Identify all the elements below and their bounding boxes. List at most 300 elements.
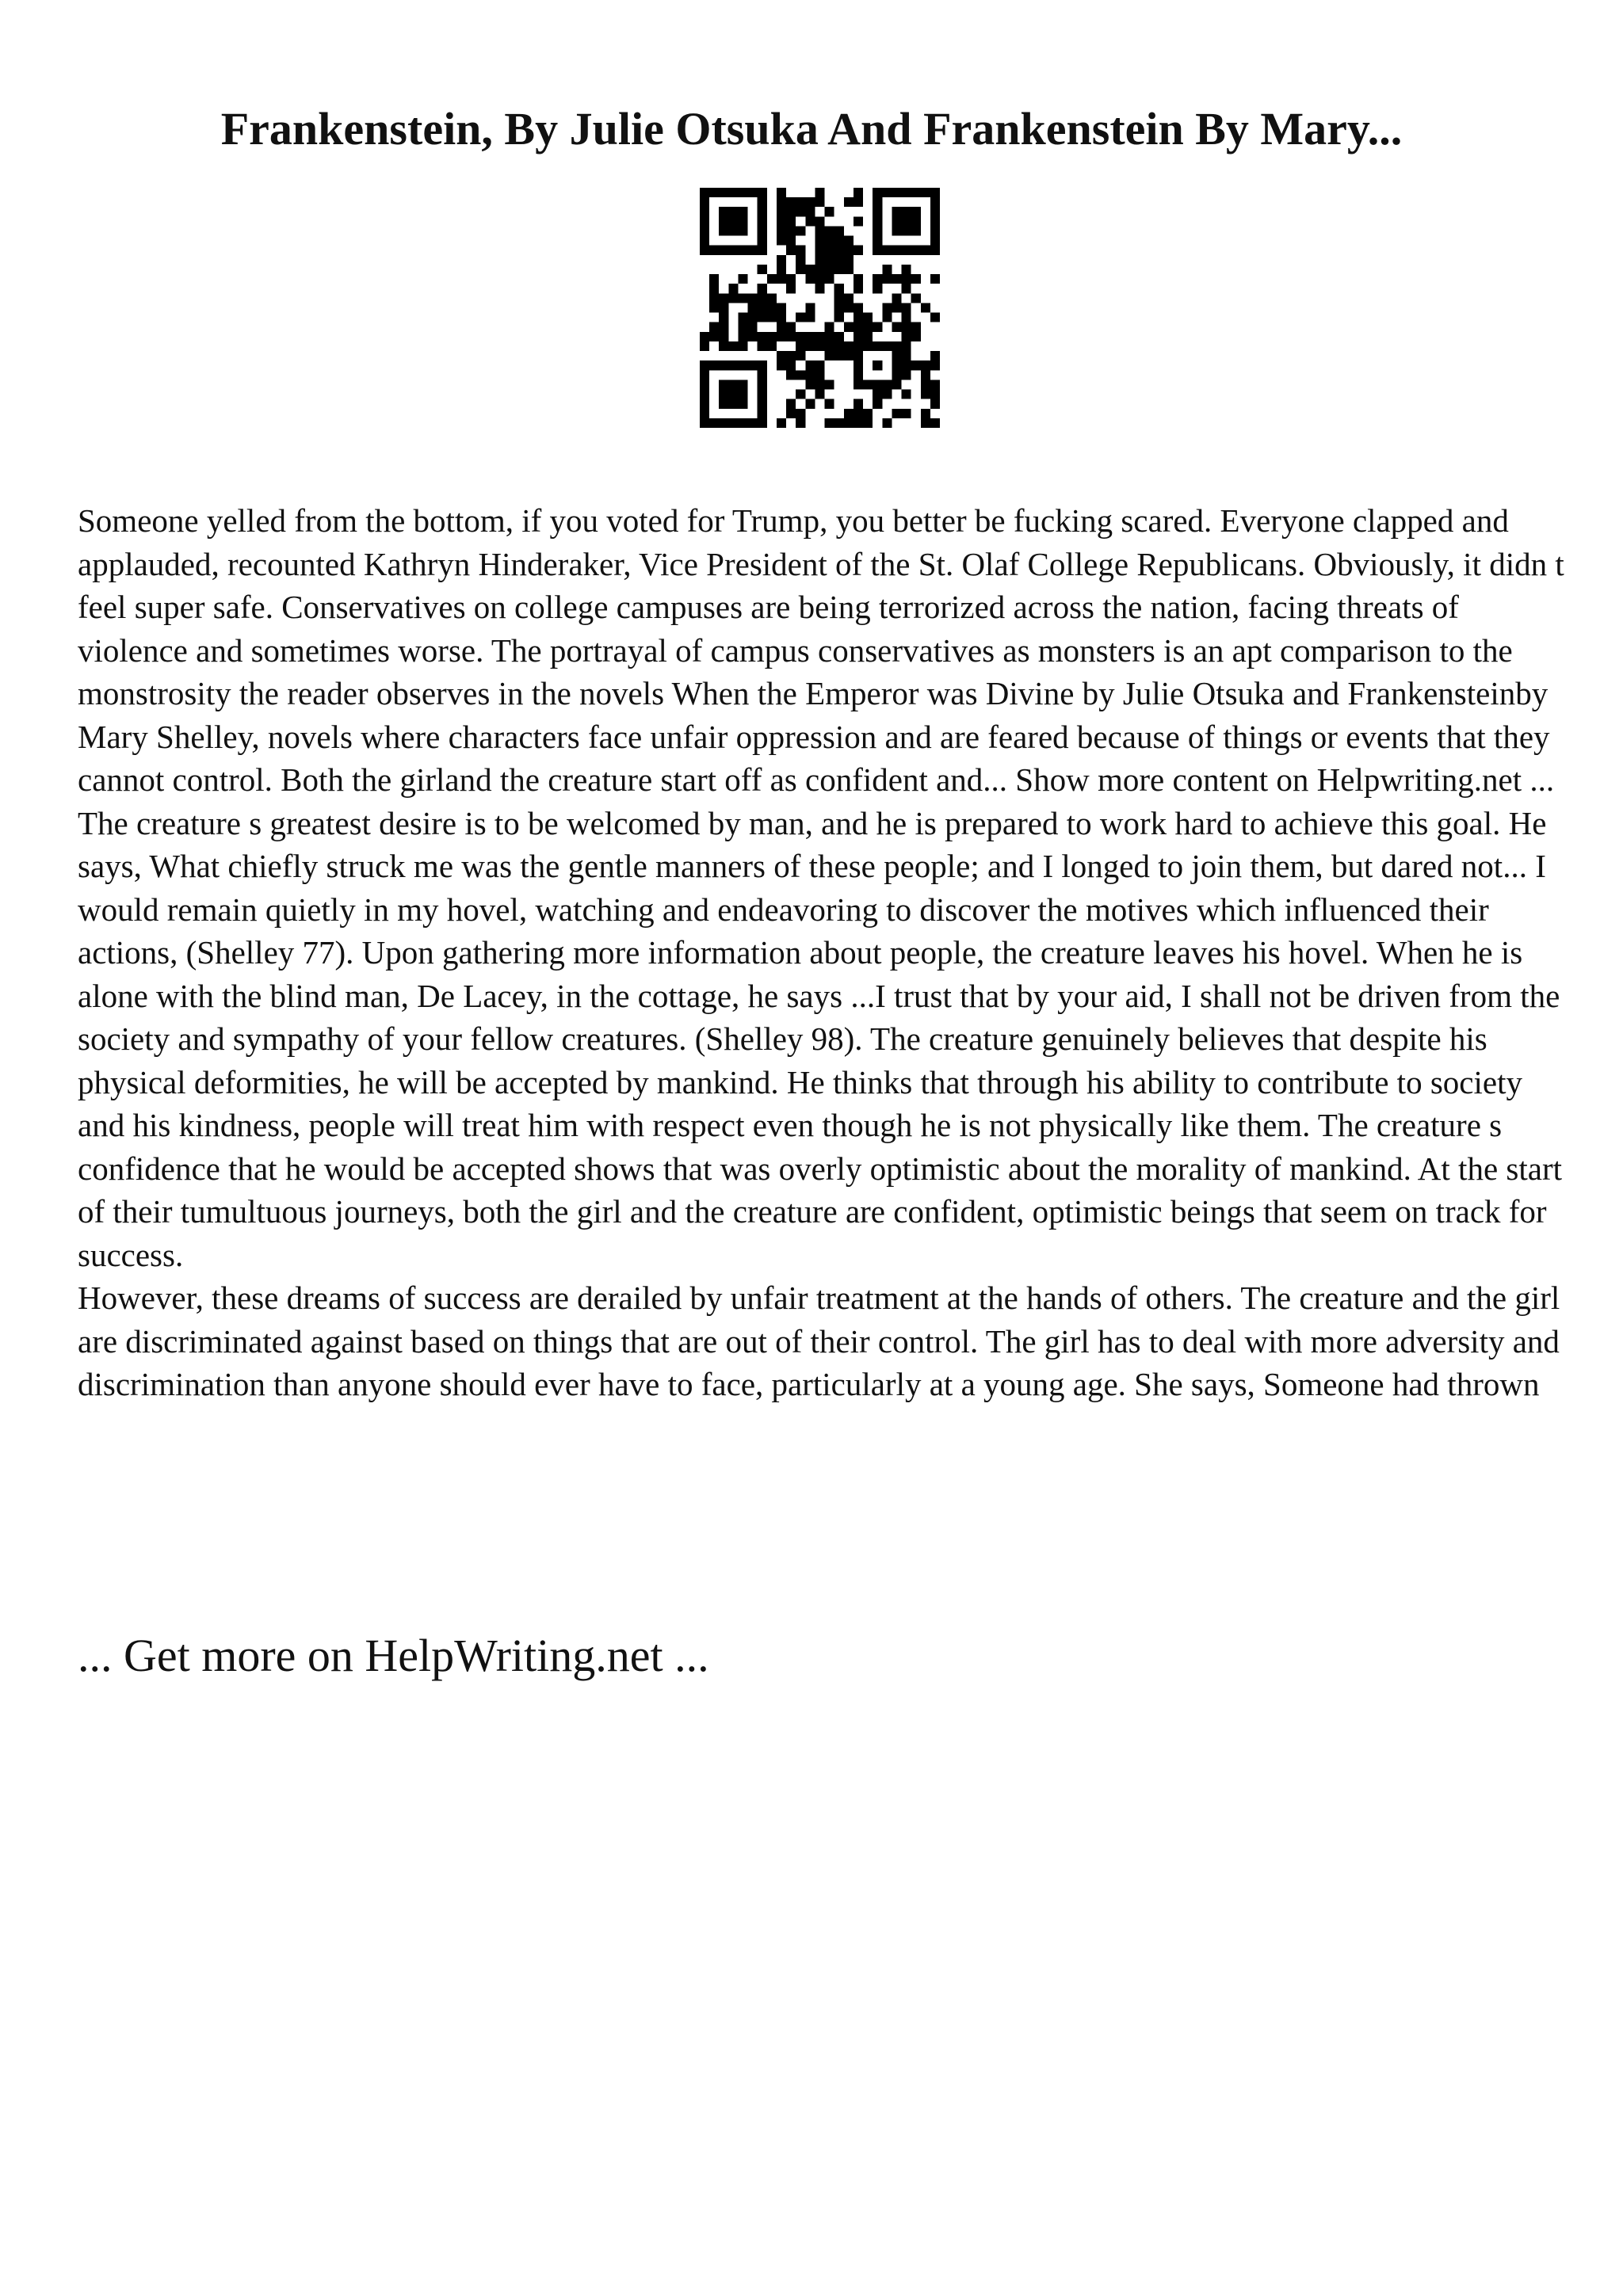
qr-module [719, 226, 728, 235]
qr-module [748, 322, 758, 332]
get-more-link[interactable]: ... Get more on HelpWriting.net ... [78, 1630, 709, 1681]
qr-module [700, 236, 709, 246]
qr-module [844, 246, 854, 255]
qr-module [719, 399, 728, 409]
qr-module [786, 236, 796, 246]
qr-module [834, 265, 844, 274]
document-body [78, 499, 1568, 1406]
qr-module [738, 274, 747, 284]
qr-module [767, 293, 777, 303]
qr-module [825, 341, 834, 351]
qr-module [805, 360, 815, 370]
qr-module [777, 207, 786, 216]
qr-module [930, 226, 940, 235]
qr-module [709, 322, 719, 332]
qr-module [777, 197, 786, 207]
qr-module [758, 226, 767, 235]
qr-module [873, 390, 882, 399]
qr-module [854, 284, 863, 293]
qr-module [892, 322, 901, 332]
qr-module [873, 322, 882, 332]
qr-module [854, 303, 863, 312]
qr-module [777, 216, 786, 226]
qr-module [873, 197, 882, 207]
qr-module [882, 341, 892, 351]
qr-module [854, 399, 863, 409]
qr-module [728, 341, 738, 351]
qr-module [882, 303, 892, 312]
qr-module [767, 332, 777, 341]
qr-module [719, 207, 728, 216]
qr-module [854, 360, 863, 370]
qr-module [882, 188, 892, 197]
qr-module [854, 351, 863, 360]
qr-module [767, 274, 777, 284]
qr-module [844, 322, 854, 332]
qr-module [719, 341, 728, 351]
qr-module [796, 418, 805, 428]
qr-module [930, 197, 940, 207]
qr-module [930, 274, 940, 284]
qr-module [930, 360, 940, 370]
qr-module [834, 293, 844, 303]
qr-module [796, 313, 805, 322]
qr-module [758, 293, 767, 303]
qr-module [902, 341, 911, 351]
qr-module [815, 274, 824, 284]
qr-module [815, 236, 824, 246]
qr-module [700, 390, 709, 399]
qr-module [930, 207, 940, 216]
qr-module [777, 418, 786, 428]
qr-module [834, 332, 844, 341]
qr-module [796, 390, 805, 399]
qr-module [758, 360, 767, 370]
qr-module [796, 265, 805, 274]
qr-module [796, 370, 805, 379]
qr-module [854, 370, 863, 379]
qr-module [738, 293, 747, 303]
qr-module [825, 379, 834, 389]
qr-module [777, 313, 786, 322]
qr-module [748, 293, 758, 303]
qr-module [834, 341, 844, 351]
qr-module [873, 216, 882, 226]
qr-module [805, 379, 815, 389]
qr-module [777, 274, 786, 284]
qr-module [911, 293, 921, 303]
qr-module [882, 313, 892, 322]
qr-module [738, 379, 747, 389]
qr-module [902, 207, 911, 216]
qr-module [854, 197, 863, 207]
qr-module [854, 332, 863, 341]
qr-module [902, 360, 911, 370]
qr-module [815, 265, 824, 274]
qr-module [892, 370, 901, 379]
qr-module [758, 370, 767, 379]
qr-module [728, 188, 738, 197]
qr-module [873, 379, 882, 389]
qr-module [719, 360, 728, 370]
qr-module [911, 216, 921, 226]
qr-module [873, 284, 882, 293]
qr-module [825, 351, 834, 360]
qr-module [834, 351, 844, 360]
qr-module [921, 409, 930, 418]
qr-module [796, 246, 805, 255]
qr-module [786, 332, 796, 341]
qr-module [709, 303, 719, 312]
qr-module [767, 313, 777, 322]
qr-module [902, 265, 911, 274]
qr-module [700, 418, 709, 428]
qr-module [758, 284, 767, 293]
qr-module [786, 246, 796, 255]
qr-module [863, 418, 873, 428]
qr-module [719, 216, 728, 226]
qr-module [700, 332, 709, 341]
qr-module [844, 255, 854, 265]
qr-module [873, 207, 882, 216]
qr-module [873, 341, 882, 351]
qr-module [815, 390, 824, 399]
qr-module [863, 313, 873, 322]
qr-module [758, 379, 767, 389]
qr-module [786, 322, 796, 332]
qr-module [815, 379, 824, 389]
qr-module [930, 188, 940, 197]
qr-module [825, 236, 834, 246]
qr-module [758, 246, 767, 255]
qr-module [728, 399, 738, 409]
qr-module [700, 370, 709, 379]
qr-module [738, 313, 747, 322]
qr-module [882, 265, 892, 274]
qr-module [719, 188, 728, 197]
qr-module [834, 255, 844, 265]
qr-module [882, 274, 892, 284]
qr-module [758, 341, 767, 351]
qr-module [700, 216, 709, 226]
qr-module [805, 265, 815, 274]
qr-module [728, 284, 738, 293]
qr-module [815, 255, 824, 265]
qr-module [902, 409, 911, 418]
qr-module [719, 379, 728, 389]
qr-module [786, 284, 796, 293]
qr-module [825, 226, 834, 235]
qr-module [873, 274, 882, 284]
qr-module [854, 313, 863, 322]
qr-module [709, 274, 719, 284]
qr-module [854, 246, 863, 255]
qr-module [777, 303, 786, 312]
document-title: Frankenstein, By Julie Otsuka And Frankenstein By Mary... [220, 103, 1403, 154]
qr-module [892, 409, 901, 418]
qr-module [844, 303, 854, 312]
qr-module [825, 265, 834, 274]
qr-module [728, 379, 738, 389]
qr-module [902, 274, 911, 284]
qr-module [796, 341, 805, 351]
qr-module [882, 379, 892, 389]
qr-module [892, 207, 901, 216]
qr-module [815, 284, 824, 293]
qr-module [777, 322, 786, 332]
qr-module [758, 265, 767, 274]
qr-module [911, 207, 921, 216]
qr-module [758, 399, 767, 409]
qr-module [825, 418, 834, 428]
qr-module [911, 188, 921, 197]
qr-module [786, 197, 796, 207]
qr-module [844, 418, 854, 428]
qr-module [921, 370, 930, 379]
qr-module [748, 332, 758, 341]
qr-module [738, 322, 747, 332]
qr-module [728, 390, 738, 399]
qr-module [719, 418, 728, 428]
qr-module [844, 293, 854, 303]
qr-module [777, 226, 786, 235]
qr-module [719, 303, 728, 312]
qr-module [902, 322, 911, 332]
qr-module [902, 370, 911, 379]
qr-module [921, 418, 930, 428]
qr-module [738, 226, 747, 235]
qr-module [777, 332, 786, 341]
qr-module [844, 265, 854, 274]
qr-module [700, 197, 709, 207]
qr-module [748, 246, 758, 255]
qr-module [777, 188, 786, 197]
qr-module [815, 246, 824, 255]
qr-module [700, 379, 709, 389]
qr-code-icon[interactable] [700, 188, 940, 428]
qr-module [777, 265, 786, 274]
qr-module [902, 303, 911, 312]
qr-module [930, 379, 940, 389]
qr-module [892, 341, 901, 351]
qr-module [911, 360, 921, 370]
qr-module [786, 409, 796, 418]
qr-module [738, 399, 747, 409]
qr-module [873, 246, 882, 255]
qr-module [815, 197, 824, 207]
qr-module [902, 313, 911, 322]
qr-module [738, 332, 747, 341]
qr-module [921, 379, 930, 389]
qr-module [892, 379, 901, 389]
qr-module [911, 246, 921, 255]
qr-module [709, 246, 719, 255]
qr-module [854, 322, 863, 332]
qr-module [815, 370, 824, 379]
qr-module [709, 360, 719, 370]
qr-module [786, 370, 796, 379]
qr-module [719, 322, 728, 332]
qr-module [786, 360, 796, 370]
qr-module [786, 216, 796, 226]
qr-module [882, 246, 892, 255]
qr-module [873, 226, 882, 235]
qr-module [758, 236, 767, 246]
qr-module [738, 360, 747, 370]
qr-module [738, 390, 747, 399]
qr-module [911, 322, 921, 332]
qr-module [844, 351, 854, 360]
qr-module [748, 188, 758, 197]
qr-module [930, 418, 940, 428]
qr-module [758, 197, 767, 207]
qr-module [863, 379, 873, 389]
qr-module [758, 390, 767, 399]
qr-module [921, 246, 930, 255]
qr-module [844, 341, 854, 351]
qr-module [844, 197, 854, 207]
qr-module [709, 188, 719, 197]
qr-module [863, 409, 873, 418]
qr-module [930, 313, 940, 322]
qr-module [930, 351, 940, 360]
qr-module [786, 351, 796, 360]
qr-module [854, 379, 863, 389]
qr-module [815, 360, 824, 370]
qr-module [728, 216, 738, 226]
qr-module [700, 246, 709, 255]
qr-module [777, 255, 786, 265]
qr-module [738, 246, 747, 255]
qr-module [748, 303, 758, 312]
qr-module [815, 332, 824, 341]
qr-module [786, 399, 796, 409]
qr-module [921, 303, 930, 312]
qr-module [902, 226, 911, 235]
qr-module [758, 418, 767, 428]
qr-module [786, 274, 796, 284]
qr-module [748, 313, 758, 322]
qr-module [930, 236, 940, 246]
qr-module [709, 418, 719, 428]
qr-module [815, 226, 824, 235]
qr-module [834, 418, 844, 428]
qr-module [796, 409, 805, 418]
qr-module [805, 370, 815, 379]
qr-module [844, 236, 854, 246]
qr-module [844, 409, 854, 418]
qr-module [719, 293, 728, 303]
qr-module [805, 303, 815, 312]
qr-module [854, 409, 863, 418]
qr-module [902, 332, 911, 341]
qr-module [719, 390, 728, 399]
qr-module [892, 360, 901, 370]
qr-module [700, 207, 709, 216]
qr-module [758, 409, 767, 418]
qr-module [728, 360, 738, 370]
qr-module [930, 390, 940, 399]
qr-module [815, 216, 824, 226]
qr-module [805, 341, 815, 351]
qr-module [700, 226, 709, 235]
qr-module [700, 409, 709, 418]
qr-module [863, 322, 873, 332]
qr-module [796, 351, 805, 360]
qr-module [738, 418, 747, 428]
qr-module [834, 226, 844, 235]
qr-module [902, 246, 911, 255]
qr-module [825, 246, 834, 255]
qr-module [930, 399, 940, 409]
qr-module [911, 226, 921, 235]
qr-module [911, 332, 921, 341]
qr-module [834, 284, 844, 293]
qr-module [902, 188, 911, 197]
qr-module [758, 303, 767, 312]
qr-module [863, 341, 873, 351]
qr-module [805, 313, 815, 322]
qr-module [805, 197, 815, 207]
paragraph-1: Someone yelled from the bottom, if you voted for Trump, you better be fucking scared. Everyone clapped and applauded, recounted Kathryn Hinderaker, Vice President of the St. Olaf College Republicans. Obviously, it didn t feel super safe. Conservatives on college campuses are being terrorized across the nation, facing threats of violence and sometimes worse. The portrayal of campus conservatives as monsters is an apt comparison to the monstrosity the reader observes in the novels When the Emperor was Divine by Julie Otsuka and Frankensteinby Mary Shelley, novels where characters face unfair oppression and are feared because of things or events that they cannot control. Both the girland the creature start off as confident and... Show more content on Helpwriting.net ... [78, 502, 1564, 798]
qr-module [825, 332, 834, 341]
qr-module [892, 293, 901, 303]
qr-module [882, 390, 892, 399]
qr-module [892, 226, 901, 235]
qr-module [709, 284, 719, 293]
qr-module [825, 399, 834, 409]
qr-module [805, 399, 815, 409]
qr-module [796, 226, 805, 235]
qr-module [796, 332, 805, 341]
qr-module [902, 284, 911, 293]
qr-module [709, 293, 719, 303]
qr-module [719, 246, 728, 255]
qr-module [902, 351, 911, 360]
qr-module [786, 207, 796, 216]
qr-module [805, 216, 815, 226]
qr-code-graphic [700, 188, 940, 428]
qr-module [796, 197, 805, 207]
qr-module [892, 303, 901, 312]
qr-module [709, 332, 719, 341]
qr-module [758, 216, 767, 226]
qr-module [930, 246, 940, 255]
qr-module [719, 332, 728, 341]
qr-module [863, 332, 873, 341]
qr-module [882, 418, 892, 428]
qr-module [854, 274, 863, 284]
qr-module [728, 293, 738, 303]
qr-module [805, 274, 815, 284]
qr-module [892, 246, 901, 255]
qr-module [834, 236, 844, 246]
qr-module [815, 341, 824, 351]
qr-module [921, 188, 930, 197]
qr-module [786, 226, 796, 235]
qr-module [892, 351, 901, 360]
qr-module [805, 207, 815, 216]
qr-module [902, 216, 911, 226]
qr-module [719, 313, 728, 322]
qr-module [854, 418, 863, 428]
qr-module [748, 360, 758, 370]
qr-module [777, 360, 786, 370]
qr-module [796, 255, 805, 265]
qr-module [873, 188, 882, 197]
qr-module [873, 360, 882, 370]
qr-module [728, 226, 738, 235]
